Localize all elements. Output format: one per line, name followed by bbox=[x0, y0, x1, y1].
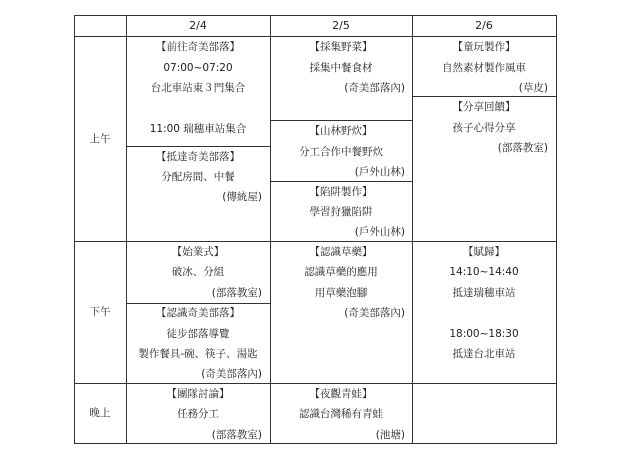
period-divider bbox=[74, 241, 557, 242]
activity-location: (部落教室) bbox=[211, 429, 262, 441]
activity-line: 孩子心得分享 bbox=[452, 122, 516, 134]
activity-line: 抵達台北車站 bbox=[452, 348, 516, 360]
activity-line: 07:00~07:20 bbox=[163, 62, 233, 74]
column-header: 2/6 bbox=[475, 19, 493, 32]
block-divider bbox=[126, 146, 271, 147]
activity-title: 【抵達奇美部落】 bbox=[156, 151, 240, 163]
block-divider bbox=[412, 96, 557, 97]
activity-location: (傳統屋) bbox=[222, 191, 262, 203]
table-border-top bbox=[74, 15, 557, 16]
period-label-evening: 晚上 bbox=[89, 407, 111, 419]
activity-line: 台北車站東３門集合 bbox=[150, 82, 246, 94]
activity-location: (戶外山林) bbox=[354, 226, 405, 238]
activity-line: 分配房間、中餐 bbox=[161, 171, 235, 183]
period-divider bbox=[74, 383, 557, 384]
activity-line: 11:00 瑞穗車站集合 bbox=[149, 123, 247, 135]
activity-line: 徒步部落導覽 bbox=[166, 328, 230, 340]
activity-location: (奇美部落內) bbox=[344, 82, 405, 94]
activity-title: 【始業式】 bbox=[171, 246, 225, 258]
activity-title: 【夜觀青蛙】 bbox=[309, 388, 373, 400]
table-border-left bbox=[74, 15, 75, 444]
activity-line: 認識草藥的應用 bbox=[304, 266, 378, 278]
activity-title: 【前往奇美部落】 bbox=[156, 41, 240, 53]
activity-title: 【採集野菜】 bbox=[309, 41, 373, 53]
block-divider bbox=[270, 120, 413, 121]
activity-location: (奇美部落內) bbox=[344, 307, 405, 319]
activity-line: 14:10~14:40 bbox=[449, 266, 519, 278]
period-label-afternoon: 下午 bbox=[89, 306, 111, 318]
activity-line: 用草藥泡腳 bbox=[314, 287, 368, 299]
activity-title: 【認識奇美部落】 bbox=[156, 307, 240, 319]
activity-title: 【童玩製作】 bbox=[452, 41, 516, 53]
activity-line: 自然素材製作風車 bbox=[442, 62, 526, 74]
activity-line: 製作餐具-碗、筷子、湯匙 bbox=[138, 348, 258, 360]
activity-line: 18:00~18:30 bbox=[449, 328, 519, 340]
block-divider bbox=[270, 181, 413, 182]
activity-line: 採集中餐食材 bbox=[309, 62, 373, 74]
activity-title: 【賦歸】 bbox=[463, 246, 505, 258]
activity-location: (部落教室) bbox=[211, 287, 262, 299]
table-border-bottom bbox=[74, 443, 557, 444]
activity-line: 分工合作中餐野炊 bbox=[299, 146, 383, 158]
table-border-right bbox=[556, 15, 557, 444]
column-header: 2/4 bbox=[189, 19, 207, 32]
activity-line: 破冰、分組 bbox=[171, 266, 225, 278]
activity-location: (草皮) bbox=[518, 82, 548, 94]
column-header: 2/5 bbox=[332, 19, 350, 32]
activity-location: (池塘) bbox=[375, 429, 405, 441]
activity-title: 【分享回饋】 bbox=[452, 101, 516, 113]
activity-line: 任務分工 bbox=[177, 408, 219, 420]
header-divider bbox=[74, 36, 557, 37]
activity-line: 抵達瑞穗車站 bbox=[452, 287, 516, 299]
activity-location: (戶外山林) bbox=[354, 166, 405, 178]
column-divider bbox=[270, 15, 271, 444]
activity-title: 【團隊討論】 bbox=[166, 388, 230, 400]
column-divider bbox=[412, 15, 413, 444]
activity-line: 學習狩獵陷阱 bbox=[309, 206, 373, 218]
activity-title: 【認識草藥】 bbox=[309, 246, 373, 258]
block-divider bbox=[126, 303, 271, 304]
activity-line: 認識台灣稀有青蛙 bbox=[299, 408, 383, 420]
activity-location: (奇美部落內) bbox=[201, 368, 262, 380]
activity-title: 【陷阱製作】 bbox=[309, 186, 373, 198]
activity-title: 【山林野炊】 bbox=[309, 125, 373, 137]
activity-location: (部落教室) bbox=[497, 142, 548, 154]
column-divider bbox=[126, 15, 127, 444]
period-label-morning: 上午 bbox=[89, 133, 111, 145]
